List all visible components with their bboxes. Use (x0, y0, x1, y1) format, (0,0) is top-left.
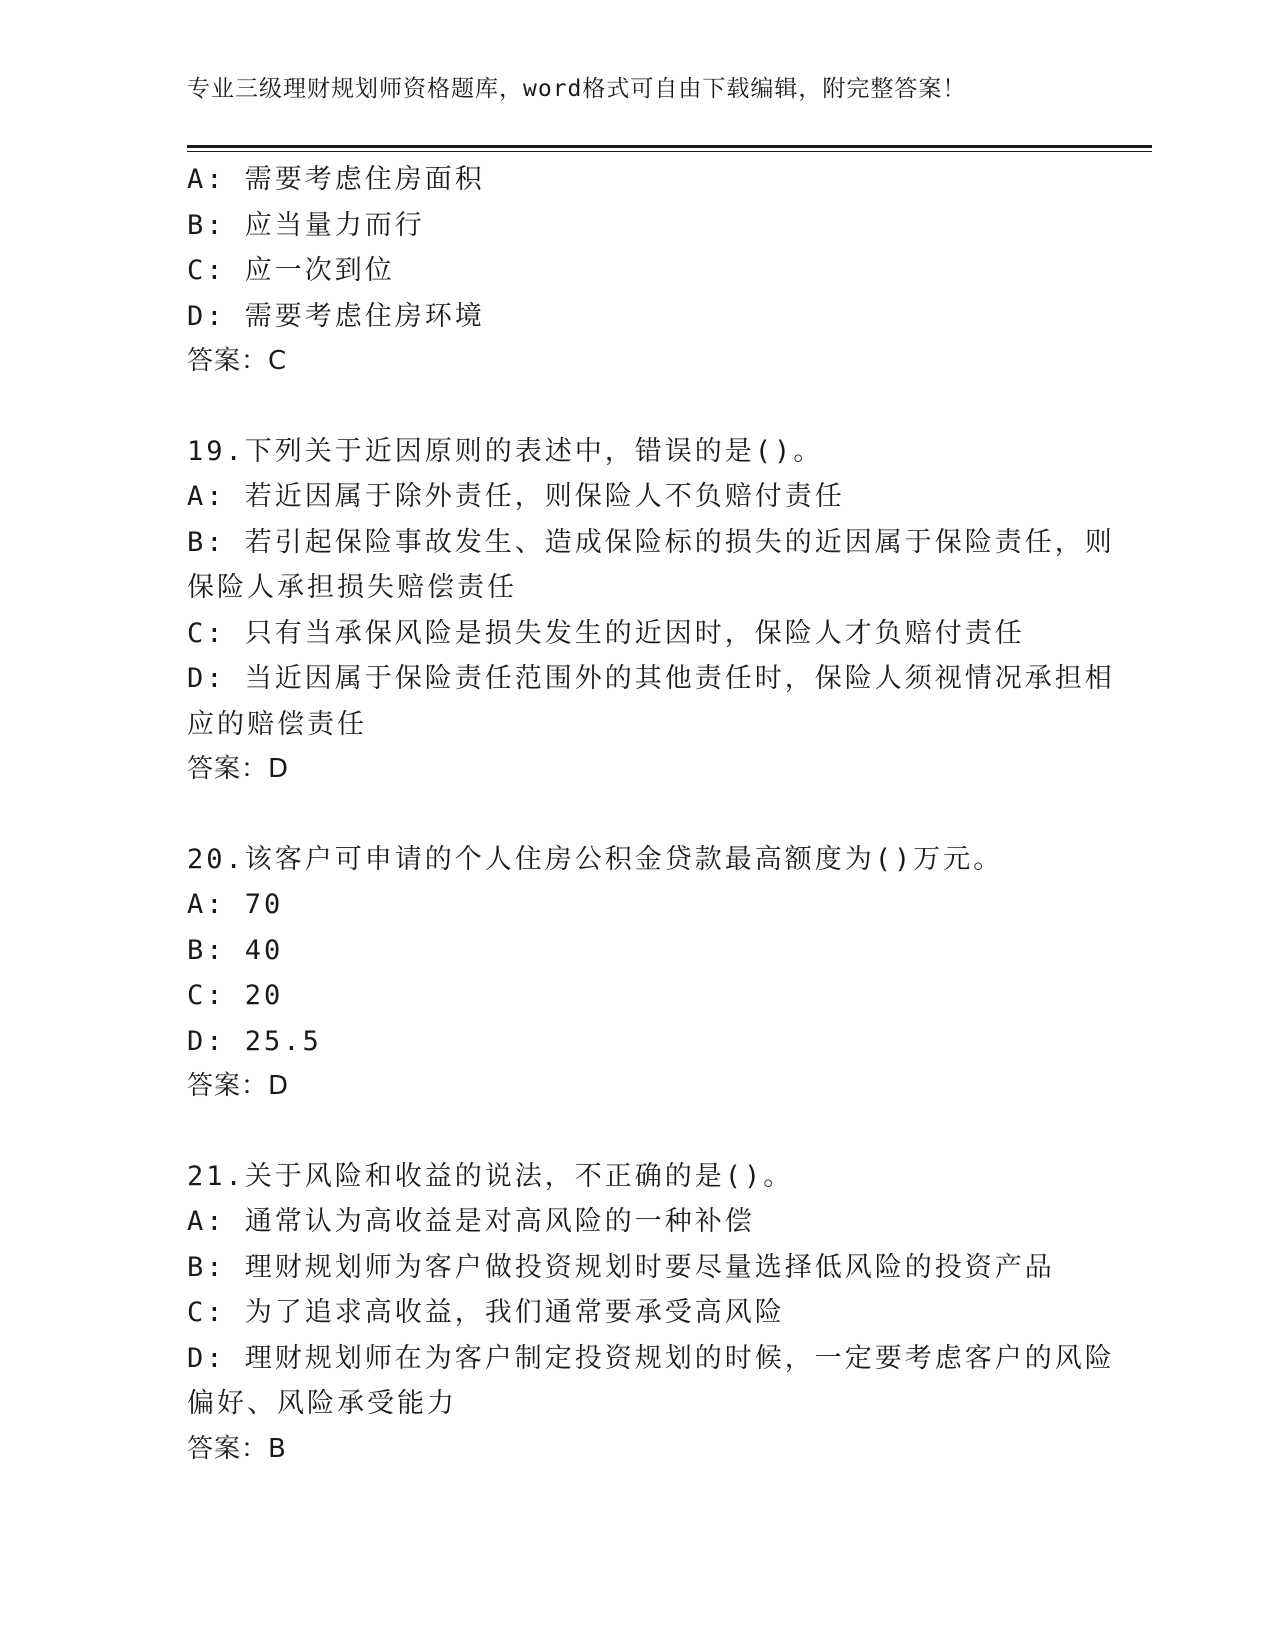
option-c: C: 应一次到位 (187, 255, 395, 286)
option-a: A: 需要考虑住房面积 (187, 164, 485, 195)
option-d: D: 当近因属于保险责任范围外的其他责任时，保险人须视情况承担相 (187, 663, 1115, 694)
option-d-continued: 偏好、风险承受能力 (187, 1388, 457, 1419)
option-c: C: 只有当承保风险是损失发生的近因时，保险人才负赔付责任 (187, 617, 1025, 649)
spacer (187, 385, 1087, 429)
option-c: C: 为了追求高收益，我们通常要承受高风险 (187, 1297, 785, 1328)
option-b: B: 应当量力而行 (187, 209, 425, 241)
option-d-continued: 应的赔偿责任 (187, 708, 367, 740)
option-d: D: 需要考虑住房环境 (187, 300, 485, 332)
option-c: C: 20 (187, 980, 284, 1011)
answer-line: 答案：B (187, 1433, 287, 1464)
header-rule-thin (187, 151, 1152, 152)
answer-line: 答案：D (187, 1071, 290, 1101)
option-b: B: 理财规划师为客户做投资规划时要尽量选择低风险的投资产品 (187, 1251, 1055, 1283)
question-21-block (187, 1154, 1115, 1473)
option-a: A: 70 (187, 889, 284, 920)
answer-line: 答案：D (187, 754, 290, 784)
option-d: D: 25.5 (187, 1025, 322, 1057)
option-b: B: 40 (187, 934, 284, 966)
option-a: A: 若近因属于除外责任，则保险人不负赔付责任 (187, 481, 845, 512)
question-20-block (187, 837, 1087, 1110)
spacer (187, 793, 1087, 837)
question-text: 20.该客户可申请的个人住房公积金贷款最高额度为()万元。 (187, 843, 1004, 875)
question-18-block (187, 157, 1087, 385)
option-b-continued: 保险人承担损失赔偿责任 (187, 572, 517, 603)
answer-line: 答案：C (187, 346, 288, 376)
spacer (187, 1110, 1087, 1154)
option-a: A: 通常认为高收益是对高风险的一种补偿 (187, 1206, 755, 1237)
document-header: 专业三级理财规划师资格题库，word格式可自由下载编辑，附完整答案！ (187, 76, 967, 102)
document-body (187, 157, 1115, 1472)
question-text: 19.下列关于近因原则的表述中，错误的是()。 (187, 435, 824, 467)
question-19-block (187, 429, 1115, 793)
question-text: 21.关于风险和收益的说法，不正确的是()。 (187, 1160, 794, 1192)
header-rule-thick (187, 145, 1152, 148)
option-b: B: 若引起保险事故发生、造成保险标的损失的近因属于保险责任，则 (187, 526, 1115, 558)
option-d: D: 理财规划师在为客户制定投资规划的时候，一定要考虑客户的风险 (187, 1342, 1115, 1374)
